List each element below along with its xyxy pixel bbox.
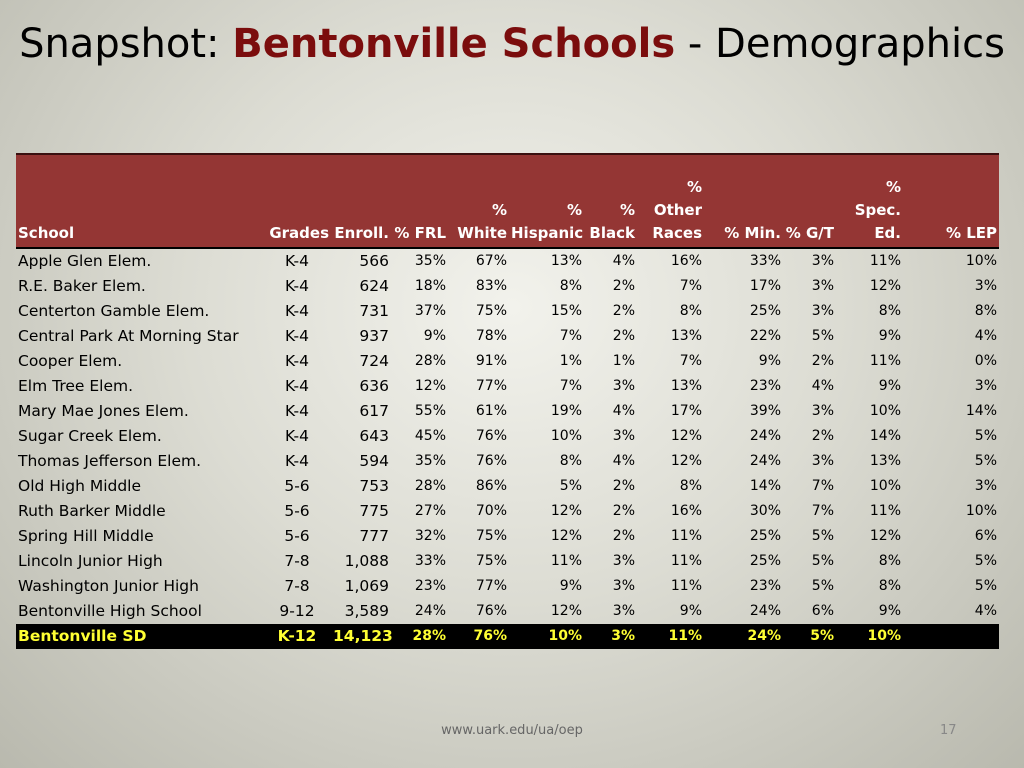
title-suffix: - Demographics	[675, 21, 1005, 67]
cell-white: 76%	[475, 453, 507, 469]
header-enroll: Enroll.	[331, 154, 391, 248]
cell-hispanic: 5%	[559, 478, 582, 494]
table-header-row	[16, 154, 999, 248]
table-row	[16, 549, 999, 574]
cell-white: 75%	[475, 528, 507, 544]
cell-hispanic: 12%	[550, 603, 582, 619]
cell-frl: 23%	[414, 578, 446, 594]
cell-white: 76%	[475, 603, 507, 619]
cell-hispanic: 12%	[550, 503, 582, 519]
cell-black: 2%	[612, 478, 635, 494]
cell-other-races: 8%	[679, 303, 702, 319]
cell-frl: 18%	[414, 278, 446, 294]
cell-special-ed: 11%	[869, 353, 901, 369]
cell-gt: 7%	[811, 478, 834, 494]
cell-enrollment: 731	[359, 302, 389, 320]
cell-hispanic: 15%	[550, 303, 582, 319]
cell-grades: K-4	[285, 352, 309, 370]
cell-frl: 27%	[414, 503, 446, 519]
cell-school: Mary Mae Jones Elem.	[18, 402, 189, 420]
cell-lep: 8%	[974, 303, 997, 319]
cell-hispanic: 19%	[550, 403, 582, 419]
cell-school: Centerton Gamble Elem.	[18, 302, 210, 320]
cell-school: Elm Tree Elem.	[18, 377, 134, 395]
cell-grades: K-4	[285, 277, 309, 295]
cell-white: 75%	[475, 303, 507, 319]
header-grades: Grades	[263, 154, 331, 248]
table-row	[16, 374, 999, 399]
slide-title	[0, 14, 1024, 74]
table-row	[16, 299, 999, 324]
cell-black: 2%	[612, 503, 635, 519]
cell-special-ed: 11%	[869, 253, 901, 269]
cell-black: 2%	[612, 303, 635, 319]
cell-hispanic: 10%	[550, 428, 582, 444]
cell-lep: 5%	[974, 578, 997, 594]
cell-black: 2%	[612, 528, 635, 544]
cell-frl: 24%	[414, 603, 446, 619]
cell-white: 70%	[475, 503, 507, 519]
cell-gt: 5%	[783, 624, 836, 649]
cell-grades: 7-8	[284, 577, 310, 595]
cell-minority: 25%	[749, 303, 781, 319]
table-row	[16, 574, 999, 599]
cell-frl: 37%	[414, 303, 446, 319]
cell-other-races: 9%	[679, 603, 702, 619]
cell-school: Central Park At Morning Star	[18, 327, 239, 345]
cell-other-races: 13%	[670, 378, 702, 394]
table-row	[16, 349, 999, 374]
cell-enrollment: 643	[359, 427, 389, 445]
cell-lep: 4%	[974, 328, 997, 344]
cell-frl: 45%	[414, 428, 446, 444]
cell-grades: K-4	[285, 252, 309, 270]
cell-special-ed: 13%	[869, 453, 901, 469]
cell-minority: 17%	[749, 278, 781, 294]
cell-frl: 33%	[414, 553, 446, 569]
cell-black: 3%	[612, 553, 635, 569]
cell-school: Old High Middle	[18, 477, 142, 495]
cell-lep: 0%	[974, 353, 997, 369]
cell-gt: 5%	[811, 528, 834, 544]
cell-minority: 25%	[749, 528, 781, 544]
table-row	[16, 449, 999, 474]
cell-hispanic: 10%	[509, 624, 584, 649]
cell-enrollment: 3,589	[344, 602, 389, 620]
cell-gt: 5%	[811, 553, 834, 569]
cell-minority: 30%	[749, 503, 781, 519]
cell-gt: 3%	[811, 303, 834, 319]
cell-school: Ruth Barker Middle	[18, 502, 166, 520]
cell-enrollment: 617	[359, 402, 389, 420]
table-row	[16, 399, 999, 424]
cell-minority: 24%	[749, 428, 781, 444]
cell-hispanic: 8%	[559, 453, 582, 469]
cell-minority: 24%	[749, 453, 781, 469]
cell-enrollment: 566	[359, 252, 389, 270]
cell-gt: 6%	[811, 603, 834, 619]
cell-other-races: 7%	[679, 353, 702, 369]
cell-gt: 2%	[811, 428, 834, 444]
cell-frl: 28%	[414, 478, 446, 494]
cell-special-ed: 11%	[869, 503, 901, 519]
cell-minority: 24%	[704, 624, 783, 649]
cell-gt: 3%	[811, 403, 834, 419]
cell-school: Apple Glen Elem.	[18, 252, 152, 270]
cell-special-ed: 14%	[869, 428, 901, 444]
cell-other-races: 7%	[679, 278, 702, 294]
cell-black: 4%	[612, 253, 635, 269]
cell-hispanic: 1%	[559, 353, 582, 369]
cell-lep: 5%	[974, 553, 997, 569]
cell-frl: 35%	[414, 253, 446, 269]
cell-grades: 5-6	[284, 477, 310, 495]
table-row	[16, 499, 999, 524]
demographics-table	[16, 153, 999, 649]
cell-hispanic: 7%	[559, 328, 582, 344]
cell-other-races: 17%	[670, 403, 702, 419]
cell-grades: K-4	[285, 377, 309, 395]
cell-lep: 3%	[974, 478, 997, 494]
cell-white: 67%	[475, 253, 507, 269]
cell-lep: 6%	[974, 528, 997, 544]
cell-white: 78%	[475, 328, 507, 344]
header-lep: % LEP	[903, 154, 999, 248]
table-row	[16, 274, 999, 299]
cell-special-ed: 8%	[878, 578, 901, 594]
cell-enrollment: 624	[359, 277, 389, 295]
cell-school: Washington Junior High	[18, 577, 199, 595]
cell-special-ed: 9%	[878, 378, 901, 394]
cell-white: 76%	[448, 624, 509, 649]
header-frl: % FRL	[391, 154, 448, 248]
cell-black: 2%	[612, 328, 635, 344]
cell-lep: 3%	[974, 378, 997, 394]
cell-other-races: 11%	[637, 624, 704, 649]
cell-other-races: 16%	[670, 253, 702, 269]
cell-frl: 9%	[423, 328, 446, 344]
cell-enrollment: 775	[359, 502, 389, 520]
cell-lep: 10%	[965, 253, 997, 269]
header-school: School	[16, 154, 263, 248]
cell-grades: K-4	[285, 302, 309, 320]
cell-grades: 9-12	[279, 602, 315, 620]
table-row	[16, 324, 999, 349]
cell-school: R.E. Baker Elem.	[18, 277, 146, 295]
cell-grades: K-4	[285, 452, 309, 470]
cell-special-ed: 10%	[869, 478, 901, 494]
cell-frl: 55%	[414, 403, 446, 419]
cell-other-races: 11%	[670, 553, 702, 569]
cell-gt: 7%	[811, 503, 834, 519]
title-prefix: Snapshot:	[19, 21, 233, 67]
table-row	[16, 474, 999, 499]
cell-gt: 4%	[811, 378, 834, 394]
cell-white: 77%	[475, 578, 507, 594]
cell-white: 83%	[475, 278, 507, 294]
cell-grades: 5-6	[284, 502, 310, 520]
cell-school: Bentonville High School	[18, 602, 202, 620]
cell-hispanic: 13%	[550, 253, 582, 269]
cell-black: 2%	[612, 278, 635, 294]
cell-frl: 32%	[414, 528, 446, 544]
cell-enrollment: 594	[359, 452, 389, 470]
cell-white: 77%	[475, 378, 507, 394]
cell-grades: 7-8	[284, 552, 310, 570]
cell-special-ed: 12%	[869, 278, 901, 294]
cell-gt: 5%	[811, 578, 834, 594]
cell-minority: 24%	[749, 603, 781, 619]
cell-minority: 9%	[758, 353, 781, 369]
cell-special-ed: 8%	[878, 553, 901, 569]
cell-black: 1%	[612, 353, 635, 369]
cell-minority: 23%	[749, 578, 781, 594]
cell-lep: 4%	[974, 603, 997, 619]
cell-other-races: 8%	[679, 478, 702, 494]
cell-enrollment: 14,123	[331, 624, 391, 649]
cell-black: 3%	[612, 578, 635, 594]
cell-minority: 39%	[749, 403, 781, 419]
cell-hispanic: 9%	[559, 578, 582, 594]
cell-grades: 5-6	[284, 527, 310, 545]
cell-white: 61%	[475, 403, 507, 419]
total-row	[16, 624, 999, 649]
page-number: 17	[940, 723, 957, 738]
cell-hispanic: 8%	[559, 278, 582, 294]
cell-black: 3%	[612, 378, 635, 394]
cell-black: 3%	[612, 603, 635, 619]
cell-frl: 12%	[414, 378, 446, 394]
cell-grades: K-4	[285, 327, 309, 345]
cell-grades: K-4	[285, 427, 309, 445]
cell-school: Sugar Creek Elem.	[18, 427, 162, 445]
header-black: % Black	[584, 154, 637, 248]
cell-frl: 28%	[391, 624, 448, 649]
cell-lep: 5%	[974, 453, 997, 469]
cell-grades: K-4	[285, 402, 309, 420]
cell-other-races: 12%	[670, 428, 702, 444]
cell-other-races: 16%	[670, 503, 702, 519]
header-other-races: % Other Races	[637, 154, 704, 248]
cell-hispanic: 12%	[550, 528, 582, 544]
cell-school: Cooper Elem.	[18, 352, 123, 370]
cell-lep: 10%	[965, 503, 997, 519]
cell-lep: 5%	[974, 428, 997, 444]
header-gt: % G/T	[783, 154, 836, 248]
cell-enrollment: 724	[359, 352, 389, 370]
header-minority: % Min.	[704, 154, 783, 248]
cell-white: 76%	[475, 428, 507, 444]
title-accent: Bentonville Schools	[232, 21, 676, 67]
cell-special-ed: 12%	[869, 528, 901, 544]
cell-minority: 23%	[749, 378, 781, 394]
cell-gt: 5%	[811, 328, 834, 344]
cell-minority: 33%	[749, 253, 781, 269]
cell-frl: 28%	[414, 353, 446, 369]
cell-gt: 2%	[811, 353, 834, 369]
cell-other-races: 12%	[670, 453, 702, 469]
cell-other-races: 11%	[670, 578, 702, 594]
cell-minority: 14%	[749, 478, 781, 494]
cell-special-ed: 10%	[869, 403, 901, 419]
cell-enrollment: 753	[359, 477, 389, 495]
cell-black: 3%	[612, 428, 635, 444]
cell-special-ed: 9%	[878, 328, 901, 344]
cell-grades: K-12	[263, 624, 331, 649]
cell-hispanic: 11%	[550, 553, 582, 569]
cell-minority: 22%	[749, 328, 781, 344]
cell-white: 91%	[475, 353, 507, 369]
cell-white: 75%	[475, 553, 507, 569]
cell-special-ed: 9%	[878, 603, 901, 619]
cell-school: Bentonville SD	[16, 624, 263, 649]
header-special-ed: % Spec. Ed.	[836, 154, 903, 248]
cell-white: 86%	[475, 478, 507, 494]
cell-special-ed: 8%	[878, 303, 901, 319]
cell-school: Spring Hill Middle	[18, 527, 154, 545]
cell-black: 4%	[612, 403, 635, 419]
table-row	[16, 599, 999, 624]
table-row	[16, 424, 999, 449]
header-white: % White	[448, 154, 509, 248]
cell-frl: 35%	[414, 453, 446, 469]
cell-school: Thomas Jefferson Elem.	[18, 452, 202, 470]
cell-enrollment: 777	[359, 527, 389, 545]
cell-black: 3%	[584, 624, 637, 649]
cell-gt: 3%	[811, 278, 834, 294]
cell-enrollment: 1,088	[344, 552, 389, 570]
cell-enrollment: 636	[359, 377, 389, 395]
cell-minority: 25%	[749, 553, 781, 569]
cell-school: Lincoln Junior High	[18, 552, 163, 570]
cell-lep: 3%	[974, 278, 997, 294]
cell-special-ed: 10%	[836, 624, 903, 649]
cell-enrollment: 1,069	[344, 577, 389, 595]
table-row	[16, 524, 999, 549]
cell-enrollment: 937	[359, 327, 389, 345]
footer-url: www.uark.edu/ua/oep	[441, 723, 583, 738]
header-hispanic: % Hispanic	[509, 154, 584, 248]
table-row	[16, 248, 999, 274]
cell-gt: 3%	[811, 253, 834, 269]
cell-black: 4%	[612, 453, 635, 469]
cell-lep: 14%	[965, 403, 997, 419]
cell-other-races: 13%	[670, 328, 702, 344]
cell-gt: 3%	[811, 453, 834, 469]
cell-hispanic: 7%	[559, 378, 582, 394]
cell-lep	[903, 624, 999, 649]
cell-other-races: 11%	[670, 528, 702, 544]
